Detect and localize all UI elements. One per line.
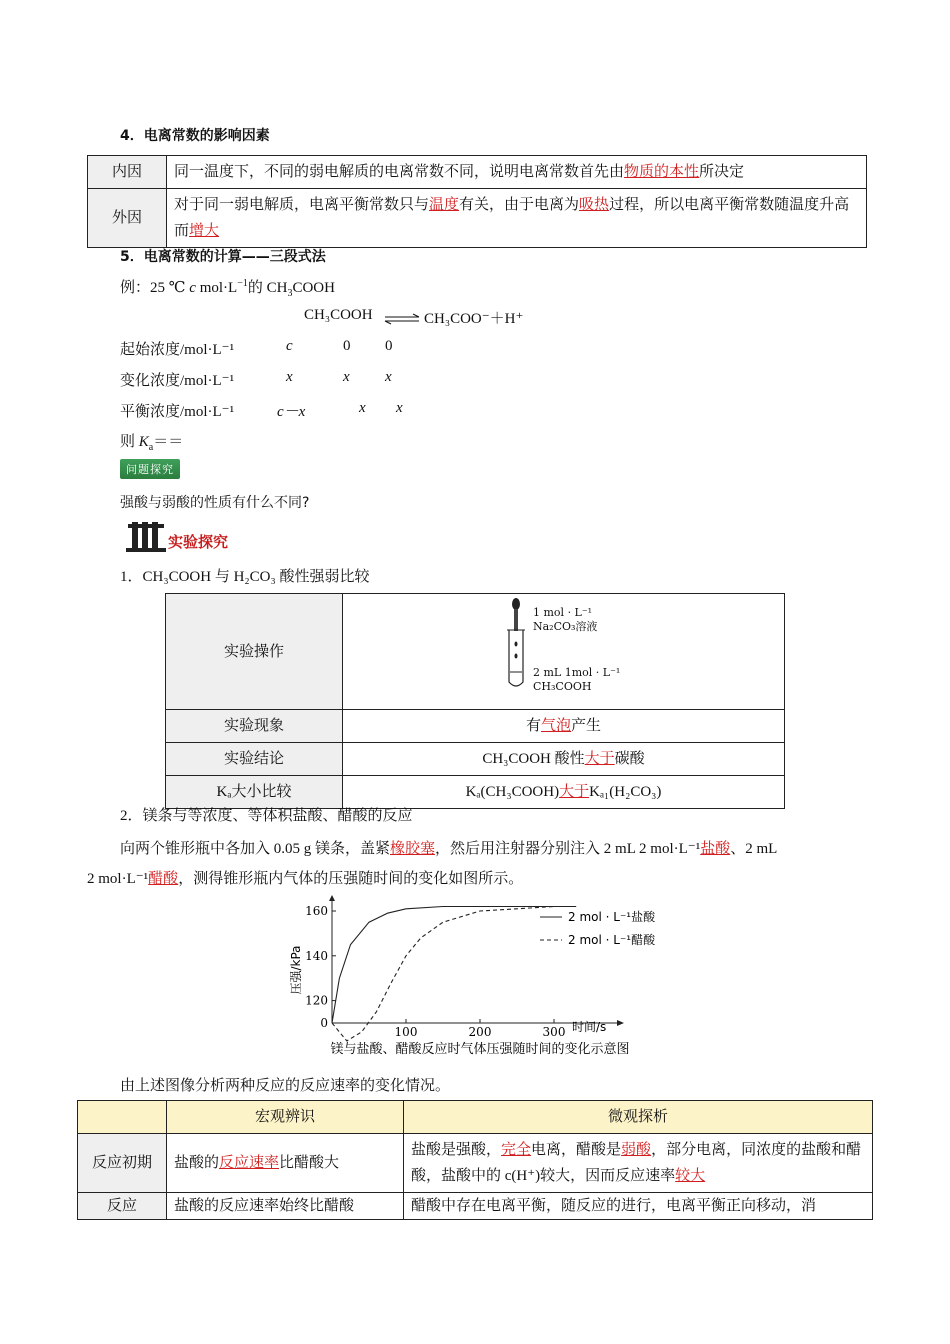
x-tick-label: 200 <box>468 1025 492 1039</box>
section5-title: 5．电离常数的计算——三段式法 <box>120 249 326 265</box>
series-line-2 <box>332 907 576 1041</box>
question-text: 强酸与弱酸的性质有什么不同? <box>120 495 310 511</box>
factor-label: 外因 <box>88 189 167 248</box>
conc-value: x <box>396 400 403 416</box>
stage-label: 反应 <box>78 1193 167 1220</box>
x-tick-label: 100 <box>394 1025 418 1039</box>
factor-text: 对于同一弱电解质，电离平衡常数只与温度有关，由于电离为吸热过程，所以电离平衡常数随温度升高而增大 <box>167 189 867 248</box>
ka-formula: 则 $K_a==$ <box>120 434 184 453</box>
factor-label: 内因 <box>88 156 167 189</box>
exp-concl-label: 实验结论 <box>166 743 343 776</box>
x-axis-arrow <box>617 1020 624 1026</box>
question-tag: 问题探究 <box>120 459 180 479</box>
factor-text: 同一温度下，不同的弱电解质的电离常数不同，说明电离常数首先由物质的本性所决定 <box>167 156 867 189</box>
macro-cell: 盐酸的反应速率始终比醋酸 <box>167 1193 404 1220</box>
experiment-title: 实验探究 <box>168 533 229 551</box>
conc-value: 0 <box>385 338 393 354</box>
y-tick-label: 160 <box>305 904 328 918</box>
equation-right: CH₃COO⁻＋H⁺ <box>424 311 524 327</box>
micro-header: 微观探析 <box>404 1101 873 1134</box>
micro-cell: 醋酸中存在电离平衡，随反应的进行，电离平衡正向移动，消 <box>404 1193 873 1220</box>
test-tube-rack-icon <box>126 520 166 554</box>
macro-cell: 盐酸的反应速率比醋酸大 <box>167 1134 404 1193</box>
exp-op-figure <box>343 594 785 710</box>
conc-value: x <box>359 400 366 416</box>
blank-header <box>78 1101 167 1134</box>
conc-value: x <box>286 369 293 385</box>
tube-top-label: 1 mol · L⁻¹ <box>533 606 593 619</box>
conc-value: c <box>286 338 293 354</box>
conc-row-label: 变化浓度/mol·L⁻¹ <box>120 373 235 389</box>
x-axis-label: 时间/s <box>572 1020 607 1034</box>
exp-ka-value: Kₐ(CH₃COOH)大于Kₐ₁(H₂CO₃) <box>343 776 785 809</box>
conc-row-label: 起始浓度/mol·L⁻¹ <box>120 342 235 358</box>
exp-concl-value: CH₃COOH 酸性大于碳酸 <box>343 743 785 776</box>
legend-label: 2 mol · L⁻¹盐酸 <box>568 910 656 924</box>
series-line-1 <box>332 907 576 1024</box>
tube-bottom-label2: CH₃COOH <box>533 680 592 693</box>
exp-phen-label: 实验现象 <box>166 710 343 743</box>
conc-row-label: 平衡浓度/mol·L⁻¹ <box>120 404 235 420</box>
y-tick-label: 120 <box>305 993 328 1008</box>
macro-header: 宏观辨识 <box>167 1101 404 1134</box>
exp-ka-label: Kₐ大小比较 <box>166 776 343 809</box>
exp-phen-value: 有气泡产生 <box>343 710 785 743</box>
conc-value: x <box>385 369 392 385</box>
conc-value: x <box>343 369 350 385</box>
tube-bottom-label: 2 mL 1mol · L⁻¹ <box>533 666 621 679</box>
pressure-chart <box>280 895 680 1060</box>
factor-table <box>87 155 867 248</box>
exp1-title: 1．CH₃COOH 与 H₂CO₃ 酸性强弱比较 <box>120 569 370 585</box>
equilibrium-arrow-icon <box>383 313 421 325</box>
conc-value: 0 <box>343 338 351 354</box>
exp2-title: 2．镁条与等浓度、等体积盐酸、醋酸的反应 <box>120 808 413 824</box>
chart-title: 镁与盐酸、醋酸反应时气体压强随时间的变化示意图 <box>330 1042 630 1057</box>
conc-value: c－x <box>277 404 306 420</box>
stage-label: 反应初期 <box>78 1134 167 1193</box>
section4-title: 4．电离常数的影响因素 <box>120 128 270 144</box>
exp-op-label: 实验操作 <box>166 594 343 710</box>
equation-left: CH₃COOH <box>304 307 373 323</box>
y-tick-label: 0 <box>320 1016 328 1030</box>
exp2-paragraph: 向两个锥形瓶中各加入 0.05 g 镁条，盖紧橡胶塞，然后用注射器分别注入 2 mL 2 mol·L⁻¹盐酸、2 mL 2 mol·L⁻¹醋酸，测得锥形瓶内气体的压强随时间的变化如图所示。 <box>87 841 778 887</box>
legend-label: 2 mol · L⁻¹醋酸 <box>568 933 656 947</box>
experiment-table <box>165 593 785 809</box>
micro-cell: 盐酸是强酸，完全电离，醋酸是弱酸，部分电离，同浓度的盐酸和醋酸，盐酸中的 c(H⁺)较大，因而反应速率较大 <box>404 1134 873 1193</box>
y-tick-label: 140 <box>305 948 328 963</box>
analysis-table <box>77 1100 873 1220</box>
example-line: 例：25 ℃ c $mol\cdot L^{-1}$的 $CH_3COOH$ <box>120 278 335 299</box>
tube-top-label2: Na₂CO₃溶液 <box>533 620 598 633</box>
y-axis-arrow <box>329 895 335 901</box>
y-axis-label: 压强/kPa <box>289 945 303 995</box>
x-tick-label: 300 <box>542 1025 566 1039</box>
dropper-tube-icon <box>501 596 531 691</box>
exp2-analysis: 由上述图像分析两种反应的反应速率的变化情况。 <box>120 1078 451 1094</box>
